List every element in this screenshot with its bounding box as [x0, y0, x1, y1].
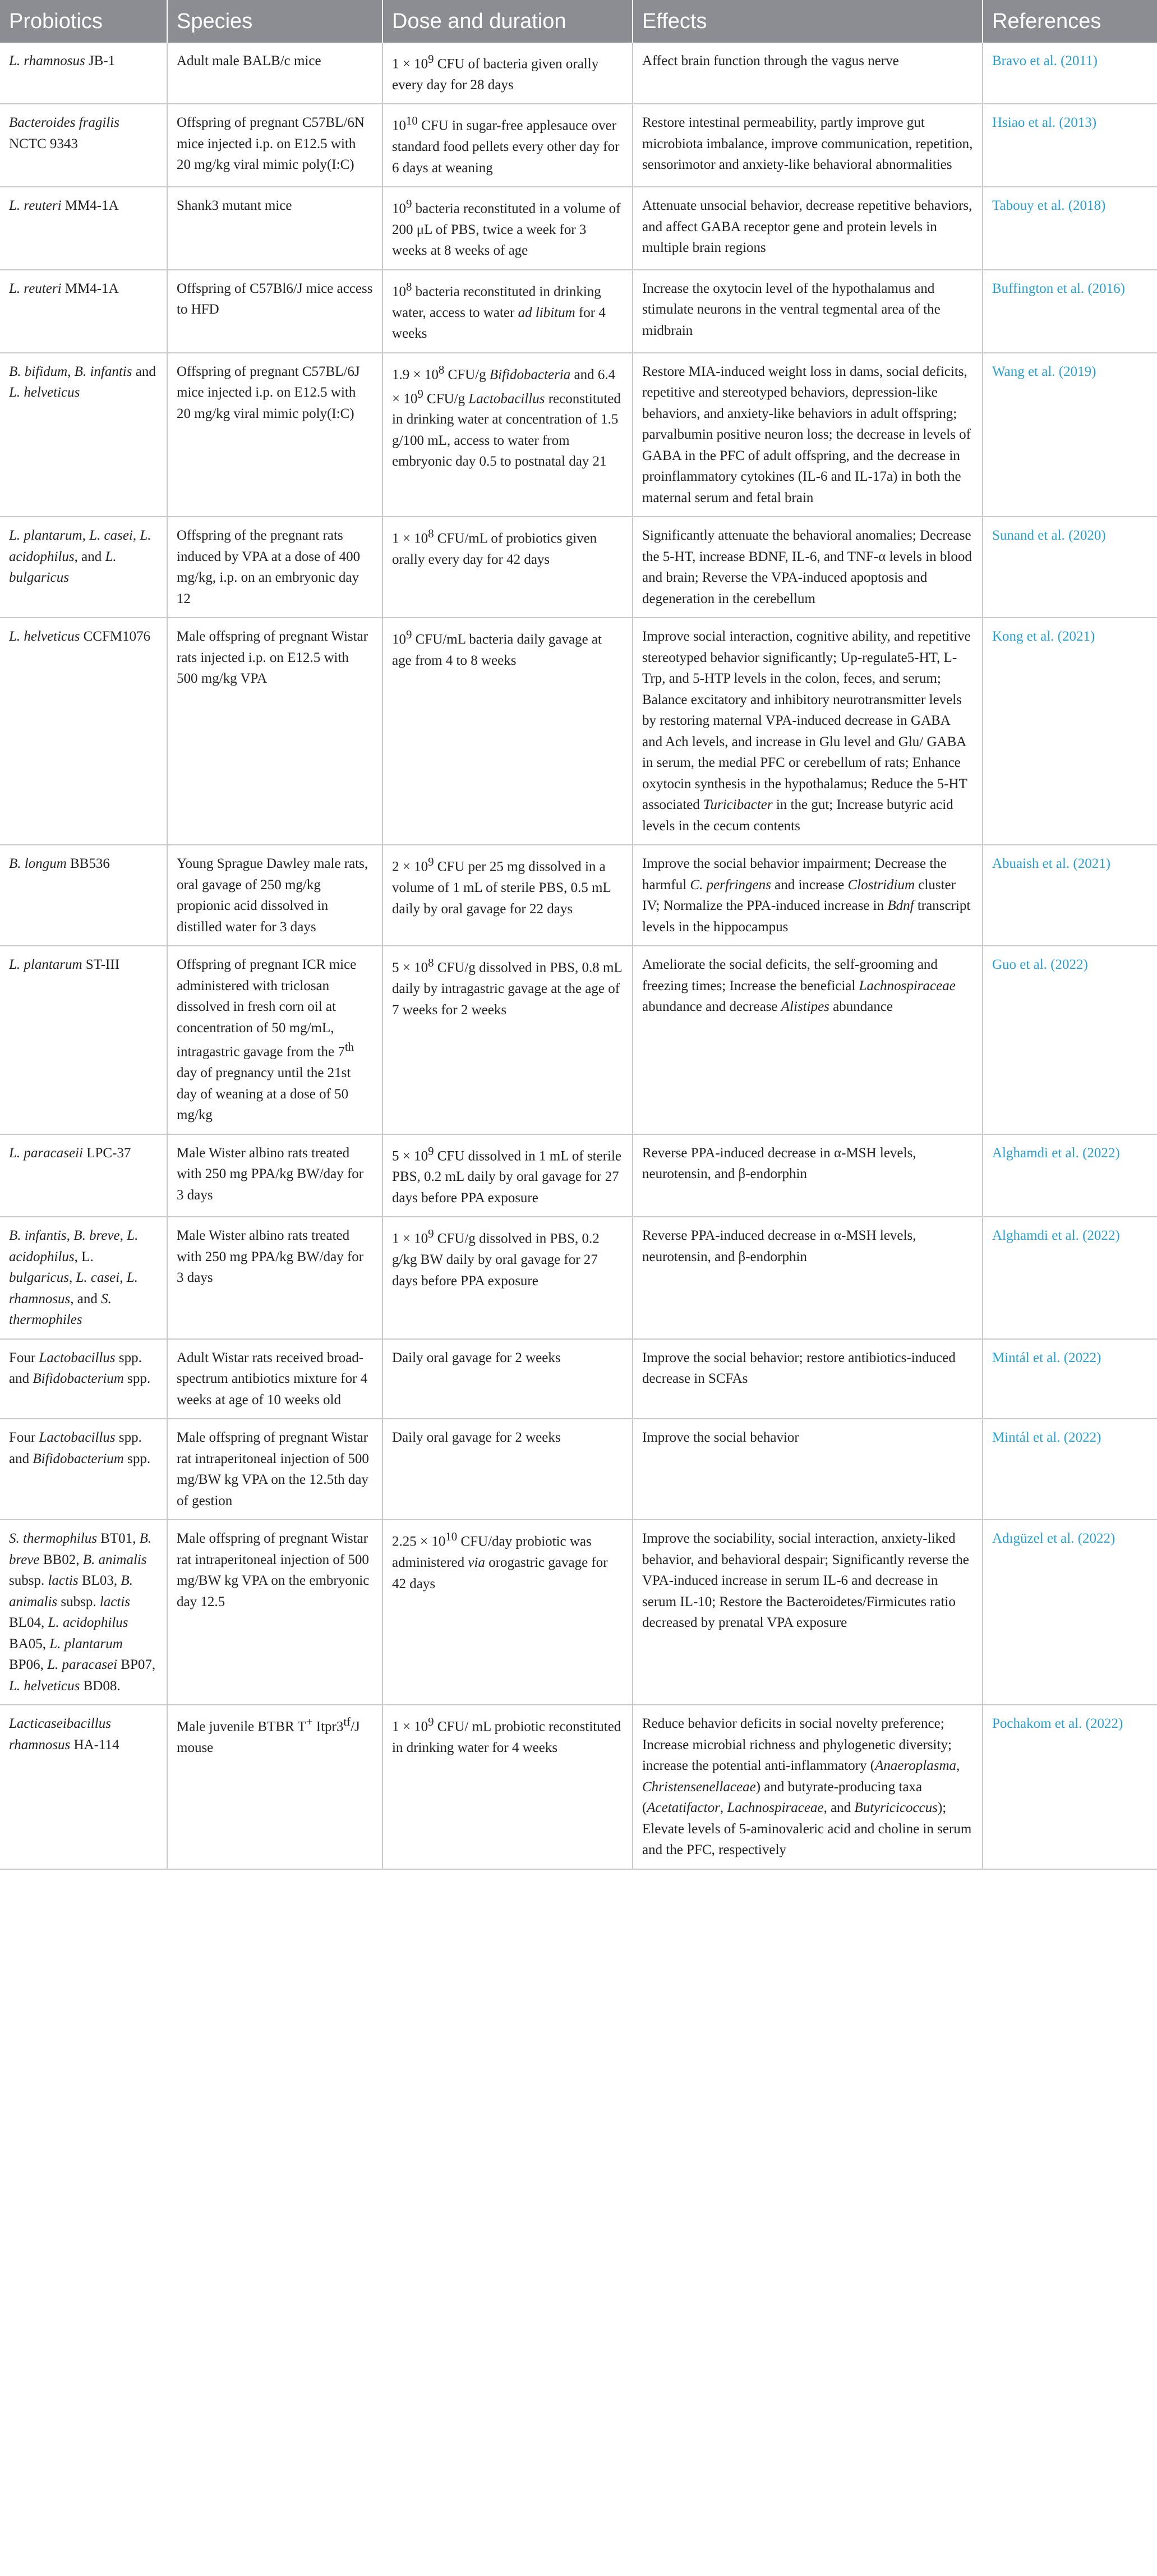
probiotic-cell: L. plantarum ST-III	[0, 946, 167, 1134]
effects-cell: Improve the sociability, social interaction, anxiety-liked behavior, and behavioral despair; Significantly reverse the VPA-induced increase in serum IL-6 and decrease in serum IL-10; Restore the Bacteroidetes/Firmicutes ratio decreased by prenatal VPA exposure	[633, 1520, 983, 1705]
table-row	[0, 353, 1157, 517]
reference-cell[interactable]: Abuaish et al. (2021)	[983, 845, 1157, 946]
dose-cell: $1 \times 10^9$ CFU of bacteria given orally every day for 28 days	[382, 43, 633, 104]
effects-cell: Reduce behavior deficits in social novelty preference; Increase microbial richness and phylogenetic diversity; increase the potential anti-inflammatory (Anaeroplasma, Christensenellaceae) and butyrate-producing taxa (Acetatifactor, Lachnospiraceae, and Butyricicoccus); Elevate levels of 5-aminovaleric acid and choline in serum and the PFC, respectively	[633, 1705, 983, 1869]
table-row	[0, 1705, 1157, 1869]
species-cell: Offspring of pregnant C57BL/6N mice injected i.p. on E12.5 with 20 mg/kg viral mimic poly(I:C)	[167, 104, 382, 187]
reference-cell[interactable]: Alghamdi et al. (2022)	[983, 1134, 1157, 1217]
dose-cell: $5 \times 10^8$ CFU/g dissolved in PBS, 0.8 mL daily by intragastric gavage at the age of 7 weeks for 2 weeks	[382, 946, 633, 1134]
effects-cell: Improve social interaction, cognitive ability, and repetitive stereotyped behavior significantly; Up-regulate5-HT, L-Trp, and 5-HTP levels in the colon, feces, and serum; Balance excitatory and inhibitory neurotransmitter levels by restoring maternal VPA-induced decrease in GABA and Ach levels, and increase in Glu level and Glu/ GABA in serum, the medial PFC or cerebellum of rats; Enhance oxytocin synthesis in the hypothalamus; Reduce the 5-HT associated Turicibacter in the gut; Increase butyric acid levels in the cecum contents	[633, 618, 983, 845]
dose-cell: $5 \times 10^9$ CFU dissolved in 1 mL of sterile PBS, 0.2 mL daily by oral gavage for 27 days before PPA exposure	[382, 1134, 633, 1217]
header-references: References	[983, 0, 1157, 43]
probiotic-cell: Bacteroides fragilis NCTC 9343	[0, 104, 167, 187]
effects-cell: Restore MIA-induced weight loss in dams, social deficits, repetitive and stereotyped behaviors, depression-like behaviors, and anxiety-like behaviors in adult offspring; parvalbumin positive neuron loss; the decrease in levels of GABA in the PFC of adult offspring, and the decrease in proinflammatory cytokines (IL-6 and IL-17a) in both the maternal serum and fetal brain	[633, 353, 983, 517]
effects-cell: Attenuate unsocial behavior, decrease repetitive behaviors, and affect GABA receptor gene and protein levels in multiple brain regions	[633, 187, 983, 270]
dose-cell: $10^9$ bacteria reconstituted in a volume of 200 μL of PBS, twice a week for 3 weeks at 8 weeks of age	[382, 187, 633, 270]
reference-cell[interactable]: Wang et al. (2019)	[983, 353, 1157, 517]
table-header	[0, 0, 1157, 43]
table-row	[0, 1520, 1157, 1705]
effects-cell: Significantly attenuate the behavioral anomalies; Decrease the 5-HT, increase BDNF, IL-6, and TNF-α levels in blood and brain; Reverse the VPA-induced apoptosis and degeneration in the cerebellum	[633, 517, 983, 618]
reference-cell[interactable]: Kong et al. (2021)	[983, 618, 1157, 845]
reference-cell[interactable]: Adıgüzel et al. (2022)	[983, 1520, 1157, 1705]
reference-cell[interactable]: Alghamdi et al. (2022)	[983, 1217, 1157, 1339]
table-row	[0, 845, 1157, 946]
reference-cell[interactable]: Tabouy et al. (2018)	[983, 187, 1157, 270]
probiotic-cell: S. thermophilus BT01, B. breve BB02, B. animalis subsp. lactis BL03, B. animalis subsp. lactis BL04, L. acidophilus BA05, L. plantarum BP06, L. paracasei BP07, L. helveticus BD08.	[0, 1520, 167, 1705]
reference-cell[interactable]: Pochakom et al. (2022)	[983, 1705, 1157, 1869]
dose-cell: Daily oral gavage for 2 weeks	[382, 1419, 633, 1520]
header-dose-duration: Dose and duration	[382, 0, 633, 43]
probiotic-cell: L. plantarum, L. casei, L. acidophilus, and L. bulgaricus	[0, 517, 167, 618]
probiotic-cell: B. infantis, B. breve, L. acidophilus, L. bulgaricus, L. casei, L. rhamnosus, and S. thermophiles	[0, 1217, 167, 1339]
table-row	[0, 1217, 1157, 1339]
table-row	[0, 1134, 1157, 1217]
species-cell: Offspring of C57Bl6/J mice access to HFD	[167, 270, 382, 353]
probiotic-cell: Lacticaseibacillus rhamnosus HA-114	[0, 1705, 167, 1869]
effects-cell: Reverse PPA-induced decrease in α-MSH levels, neurotensin, and β-endorphin	[633, 1134, 983, 1217]
species-cell: Offspring of the pregnant rats induced by VPA at a dose of 400 mg/kg, i.p. on an embryonic day 12	[167, 517, 382, 618]
species-cell: Male juvenile BTBR T+ $Itpr3^{tf}/J$ mouse	[167, 1705, 382, 1869]
dose-cell: $2 \times 10^9$ CFU per 25 mg dissolved in a volume of 1 mL of sterile PBS, 0.5 mL daily by oral gavage for 22 days	[382, 845, 633, 946]
table-row	[0, 104, 1157, 187]
header-species: Species	[167, 0, 382, 43]
dose-cell: $10^8$ bacteria reconstituted in drinking water, access to water ad libitum for 4 weeks	[382, 270, 633, 353]
species-cell: Adult male BALB/c mice	[167, 43, 382, 104]
dose-cell: $2.25 \times 10^{10}$ CFU/day probiotic was administered via orogastric gavage for 42 days	[382, 1520, 633, 1705]
reference-cell[interactable]: Hsiao et al. (2013)	[983, 104, 1157, 187]
reference-cell[interactable]: Bravo et al. (2011)	[983, 43, 1157, 104]
species-cell: Male offspring of pregnant Wistar rat intraperitoneal injection of 500 mg/BW kg VPA on the 12.5th day of gestion	[167, 1419, 382, 1520]
effects-cell: Improve the social behavior; restore antibiotics-induced decrease in SCFAs	[633, 1339, 983, 1419]
table-row	[0, 618, 1157, 845]
probiotic-cell: L. helveticus CCFM1076	[0, 618, 167, 845]
effects-cell: Affect brain function through the vagus nerve	[633, 43, 983, 104]
dose-cell: $1 \times 10^8$ CFU/mL of probiotics given orally every day for 42 days	[382, 517, 633, 618]
table-row	[0, 946, 1157, 1134]
table-row	[0, 517, 1157, 618]
species-cell: Adult Wistar rats received broad-spectrum antibiotics mixture for 4 weeks at age of 10 weeks old	[167, 1339, 382, 1419]
table-row	[0, 1419, 1157, 1520]
effects-cell: Reverse PPA-induced decrease in α-MSH levels, neurotensin, and β-endorphin	[633, 1217, 983, 1339]
table-row	[0, 1339, 1157, 1419]
species-cell: Offspring of pregnant ICR mice administered with triclosan dissolved in fresh corn oil at concentration of 50 mg/mL, intragastric gavage from the 7th day of pregnancy until the 21st day of weaning at a dose of 50 mg/kg	[167, 946, 382, 1134]
effects-cell: Increase the oxytocin level of the hypothalamus and stimulate neurons in the ventral tegmental area of the midbrain	[633, 270, 983, 353]
header-probiotics: Probiotics	[0, 0, 167, 43]
dose-cell: $1.9 \times 10^8$ CFU/g Bifidobacteria and $6.4 \times 10^9$ CFU/g Lactobacillus reconstituted in drinking water at concentration of 1.5 g/100 mL, access to water from embryonic day 0.5 to postnatal day 21	[382, 353, 633, 517]
reference-cell[interactable]: Buffington et al. (2016)	[983, 270, 1157, 353]
dose-cell: $10^9$ CFU/mL bacteria daily gavage at age from 4 to 8 weeks	[382, 618, 633, 845]
probiotic-cell: L. rhamnosus JB-1	[0, 43, 167, 104]
table-body	[0, 43, 1157, 1869]
species-cell: Shank3 mutant mice	[167, 187, 382, 270]
probiotic-cell: Four Lactobacillus spp. and Bifidobacterium spp.	[0, 1339, 167, 1419]
dose-cell: Daily oral gavage for 2 weeks	[382, 1339, 633, 1419]
probiotic-cell: Four Lactobacillus spp. and Bifidobacterium spp.	[0, 1419, 167, 1520]
effects-cell: Improve the social behavior impairment; Decrease the harmful C. perfringens and increase Clostridium cluster IV; Normalize the PPA-induced increase in Bdnf transcript levels in the hippocampus	[633, 845, 983, 946]
species-cell: Male Wister albino rats treated with 250 mg PPA/kg BW/day for 3 days	[167, 1217, 382, 1339]
species-cell: Male offspring of pregnant Wistar rat intraperitoneal injection of 500 mg/BW kg VPA on the embryonic day 12.5	[167, 1520, 382, 1705]
species-cell: Young Sprague Dawley male rats, oral gavage of 250 mg/kg propionic acid dissolved in distilled water for 3 days	[167, 845, 382, 946]
header-row	[0, 0, 1157, 43]
probiotic-cell: L. paracaseii LPC-37	[0, 1134, 167, 1217]
dose-cell: $10^{10}$ CFU in sugar-free applesauce over standard food pellets every other day for 6 days at weaning	[382, 104, 633, 187]
species-cell: Offspring of pregnant C57BL/6J mice injected i.p. on E12.5 with 20 mg/kg viral mimic poly(I:C)	[167, 353, 382, 517]
probiotic-cell: B. bifidum, B. infantis and L. helveticus	[0, 353, 167, 517]
species-cell: Male Wister albino rats treated with 250 mg PPA/kg BW/day for 3 days	[167, 1134, 382, 1217]
reference-cell[interactable]: Guo et al. (2022)	[983, 946, 1157, 1134]
probiotic-cell: B. longum BB536	[0, 845, 167, 946]
reference-cell[interactable]: Mintál et al. (2022)	[983, 1339, 1157, 1419]
table-row	[0, 187, 1157, 270]
effects-cell: Restore intestinal permeability, partly improve gut microbiota imbalance, improve communication, repetition, sensorimotor and anxiety-like behavioral abnormalities	[633, 104, 983, 187]
reference-cell[interactable]: Mintál et al. (2022)	[983, 1419, 1157, 1520]
dose-cell: $1 \times 10^9$ CFU/g dissolved in PBS, 0.2 g/kg BW daily by oral gavage for 27 days before PPA exposure	[382, 1217, 633, 1339]
reference-cell[interactable]: Sunand et al. (2020)	[983, 517, 1157, 618]
probiotic-cell: L. reuteri MM4-1A	[0, 270, 167, 353]
table-row	[0, 43, 1157, 104]
dose-cell: $1 \times 10^9$ CFU/ mL probiotic reconstituted in drinking water for 4 weeks	[382, 1705, 633, 1869]
effects-cell: Improve the social behavior	[633, 1419, 983, 1520]
header-effects: Effects	[633, 0, 983, 43]
species-cell: Male offspring of pregnant Wistar rats injected i.p. on E12.5 with 500 mg/kg VPA	[167, 618, 382, 845]
probiotic-cell: L. reuteri MM4-1A	[0, 187, 167, 270]
table-row	[0, 270, 1157, 353]
effects-cell: Ameliorate the social deficits, the self-grooming and freezing times; Increase the beneficial Lachnospiraceae abundance and decrease Alistipes abundance	[633, 946, 983, 1134]
